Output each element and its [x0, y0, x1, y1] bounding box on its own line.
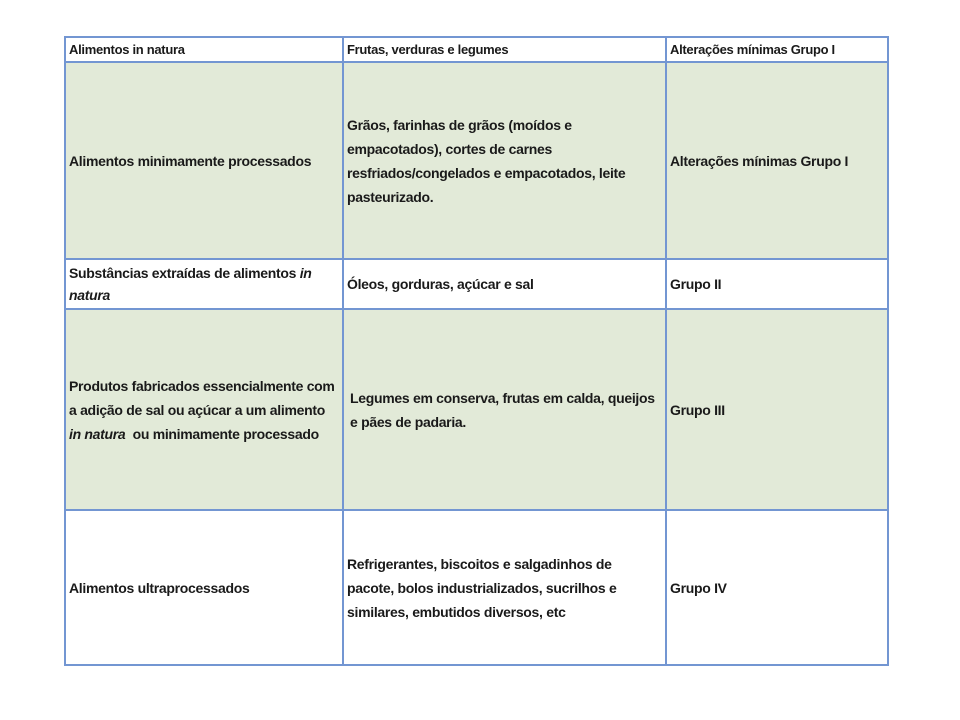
cell-category: Alimentos minimamente processados [65, 62, 343, 259]
cell-text-suffix: ou minimamente processado [125, 425, 319, 442]
cell-group: Grupo III [666, 309, 888, 510]
cell-group: Alterações mínimas Grupo I [666, 37, 888, 62]
table-row [65, 259, 888, 309]
table-row [65, 62, 888, 259]
cell-text: Produtos fabricados essencialmente com a adição de sal ou açúcar a um alimento [69, 377, 335, 418]
cell-category: Alimentos in natura [65, 37, 343, 62]
food-classification-table [64, 36, 889, 666]
cell-examples: Legumes em conserva, frutas em calda, queijos e pães de padaria. [343, 309, 666, 510]
cell-group: Grupo IV [666, 510, 888, 665]
cell-italic-text: in natura [69, 425, 126, 442]
cell-text: Substâncias extraídas de alimentos [69, 265, 300, 281]
cell-group: Alterações mínimas Grupo I [666, 62, 888, 259]
cell-italic-text: in natura [69, 265, 312, 303]
table-row [65, 510, 888, 665]
cell-category [65, 259, 343, 309]
cell-examples: Frutas, verduras e legumes [343, 37, 666, 62]
cell-examples: Refrigerantes, biscoitos e salgadinhos de pacote, bolos industrializados, sucrilhos e similares, embutidos diversos, etc [343, 510, 666, 665]
table-row [65, 37, 888, 62]
cell-examples: Óleos, gorduras, açúcar e sal [343, 259, 666, 309]
table-row [65, 309, 888, 510]
food-classification-table-container [64, 36, 889, 666]
cell-group: Grupo II [666, 259, 888, 309]
cell-category: Alimentos ultraprocessados [65, 510, 343, 665]
cell-examples: Grãos, farinhas de grãos (moídos e empacotados), cortes de carnes resfriados/congelados e empacotados, leite pasteurizado. [343, 62, 666, 259]
cell-category [65, 309, 343, 510]
